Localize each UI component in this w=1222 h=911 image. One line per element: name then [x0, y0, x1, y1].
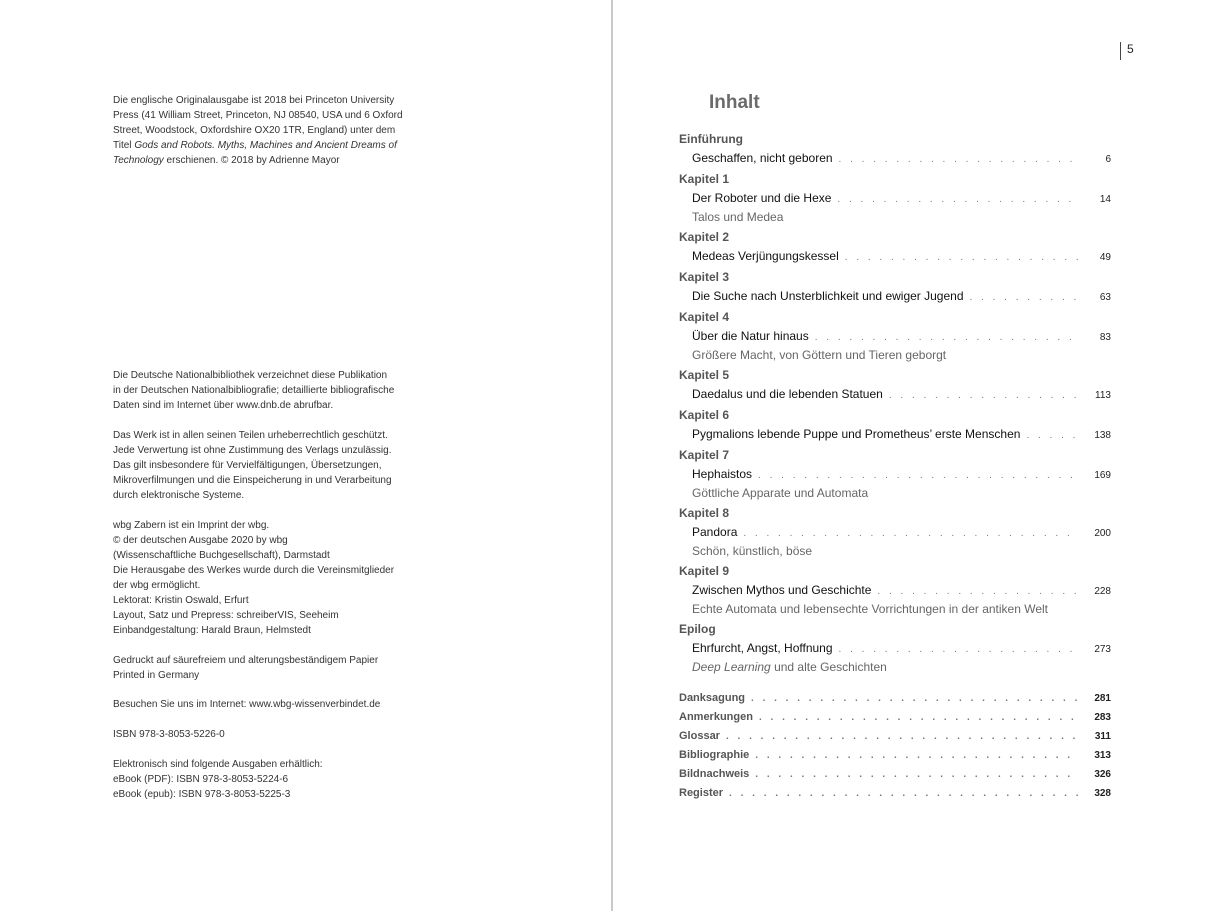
imprint-printing [113, 653, 433, 683]
toc-backmatter-entry[interactable] [679, 708, 1111, 727]
dot-leader [877, 582, 1079, 601]
imprint-line: Die englische Originalausgabe ist 2018 bei Princeton University [113, 95, 395, 106]
toc-section-chapter-2 [679, 228, 1111, 266]
original-title-italic: Gods and Robots. Myths, Machines and Ancient Dreams of [134, 140, 397, 151]
toc-section-label: Kapitel 2 [679, 230, 730, 244]
imprint-text: erschienen. © 2018 by Adrienne Mayor [163, 155, 340, 166]
dot-leader [837, 190, 1079, 209]
toc-section-epilogue [679, 620, 1111, 676]
toc-entry-title: Geschaffen, nicht geboren [692, 151, 833, 165]
toc-section-label: Kapitel 4 [679, 310, 730, 324]
toc-entry-subtitle: Echte Automata und lebensechte Vorrichtungen in der antiken Welt [692, 602, 1049, 616]
original-title-italic: Technology [113, 155, 164, 166]
toc-entry-title: Bildnachweis [679, 768, 750, 780]
imprint-text: Titel [113, 140, 135, 151]
toc-section-label: Kapitel 1 [679, 172, 730, 186]
subtitle-text: und alte Geschichten [770, 660, 887, 674]
toc-section-label: Kapitel 3 [679, 270, 730, 284]
imprint-publisher [113, 518, 433, 638]
toc-section-chapter-6 [679, 406, 1111, 444]
toc-entry[interactable] [679, 581, 1111, 600]
toc-entry-page: 328 [1094, 788, 1111, 799]
toc-backmatter-entry[interactable] [679, 746, 1111, 765]
toc-backmatter-entry[interactable] [679, 784, 1111, 803]
toc-entry-page: 6 [1105, 154, 1111, 165]
toc-entry-page: 83 [1099, 332, 1111, 343]
toc-section-label: Einführung [679, 132, 743, 146]
toc-entry[interactable] [679, 247, 1111, 266]
toc-entry[interactable] [679, 425, 1111, 444]
imprint-line: Gedruckt auf säurefreiem und alterungsbeständigem Papier [113, 655, 379, 666]
toc-entry-title: Medeas Verjüngungskessel [692, 249, 839, 263]
toc-entry-title: Zwischen Mythos und Geschichte [692, 583, 872, 597]
imprint-line: Lektorat: Kristin Oswald, Erfurt [113, 595, 249, 606]
toc-entry-page: 63 [1099, 292, 1111, 303]
dot-leader [755, 746, 1079, 765]
imprint-website [113, 697, 433, 712]
imprint-line: Einbandgestaltung: Harald Braun, Helmstedt [113, 625, 311, 636]
toc-entry-subtitle: Göttliche Apparate und Automata [692, 486, 869, 500]
imprint-line: © der deutschen Ausgabe 2020 by wbg [113, 535, 288, 546]
toc-section-chapter-5 [679, 366, 1111, 404]
toc-entry-title: Register [679, 787, 724, 799]
toc-entry-page: 169 [1094, 470, 1111, 481]
imprint-line: eBook (PDF): ISBN 978-3-8053-5224-6 [113, 774, 289, 785]
toc-entry-title: Glossar [679, 730, 720, 742]
dot-leader [889, 386, 1079, 405]
toc-section-label: Kapitel 6 [679, 408, 730, 422]
imprint-line: durch elektronische Systeme. [113, 490, 245, 501]
imprint-line: Besuchen Sie uns im Internet: www.wbg-wissenverbindet.de [113, 699, 381, 710]
toc-section-chapter-3 [679, 268, 1111, 306]
subtitle-italic: Deep Learning [692, 660, 771, 674]
imprint-line: Printed in Germany [113, 670, 200, 681]
imprint-line: Layout, Satz und Prepress: schreiberVIS, Seeheim [113, 610, 339, 621]
imprint-line: Die Deutsche Nationalbibliothek verzeichnet diese Publikation [113, 370, 388, 381]
book-spine-divider [611, 0, 613, 911]
dot-leader [845, 248, 1079, 267]
imprint-line [113, 138, 433, 153]
dot-leader [839, 640, 1079, 659]
toc-entry-title: Hephaistos [692, 467, 753, 481]
toc-entry[interactable] [679, 465, 1111, 484]
imprint-line: Das Werk ist in allen seinen Teilen urheberrechtlich geschützt. [113, 430, 388, 441]
toc-entry[interactable] [679, 385, 1111, 404]
toc-entry-page: 273 [1094, 644, 1111, 655]
imprint-line: (Wissenschaftliche Buchgesellschaft), Darmstadt [113, 550, 330, 561]
dot-leader [743, 524, 1079, 543]
toc-entry-page: 283 [1094, 712, 1111, 723]
toc-entry-page: 113 [1095, 390, 1111, 401]
page-number: 5 [1127, 42, 1134, 56]
imprint-line: Das gilt insbesondere für Vervielfältigungen, Übersetzungen, [113, 460, 382, 471]
dot-leader [839, 150, 1079, 169]
toc-entry-page: 14 [1099, 194, 1111, 205]
dot-leader [759, 708, 1079, 727]
toc-entry-page: 49 [1099, 252, 1111, 263]
toc-section-chapter-9 [679, 562, 1111, 618]
dot-leader [755, 765, 1079, 784]
toc-entry-title: Daedalus und die lebenden Statuen [692, 387, 883, 401]
toc-backmatter [679, 689, 1111, 803]
toc-entry-subtitle: Schön, künstlich, böse [692, 544, 813, 558]
imprint-ebooks [113, 757, 433, 802]
imprint-line: in der Deutschen Nationalbibliografie; detaillierte bibliografische [113, 385, 395, 396]
dot-leader [726, 727, 1079, 746]
toc-entry-subtitle: Talos und Medea [692, 210, 784, 224]
toc-section-chapter-8 [679, 504, 1111, 560]
toc-entry-page: 311 [1094, 731, 1111, 742]
toc-entry-page: 138 [1094, 430, 1111, 441]
imprint-line: eBook (epub): ISBN 978-3-8053-5225-3 [113, 789, 291, 800]
toc-entry-title: Der Roboter und die Hexe [692, 191, 832, 205]
toc-entry[interactable] [679, 523, 1111, 542]
toc-entry[interactable] [679, 189, 1111, 208]
table-of-contents [679, 130, 1111, 803]
imprint-isbn [113, 727, 433, 742]
toc-entry-title: Bibliographie [679, 749, 750, 761]
toc-entry-page: 326 [1094, 769, 1111, 780]
toc-section-label: Kapitel 8 [679, 506, 730, 520]
toc-backmatter-entry[interactable] [679, 727, 1111, 746]
toc-entry-title: Pygmalions lebende Puppe und Prometheus’ erste Menschen [692, 427, 1021, 441]
toc-section-label: Epilog [679, 622, 716, 636]
imprint-line: Street, Woodstock, Oxfordshire OX20 1TR, England) unter dem [113, 125, 396, 136]
dot-leader [751, 689, 1079, 708]
toc-title: Inhalt [709, 92, 760, 113]
toc-section-chapter-1 [679, 170, 1111, 226]
toc-section-label: Kapitel 5 [679, 368, 730, 382]
toc-entry[interactable] [679, 327, 1111, 346]
toc-entry-title: Ehrfurcht, Angst, Hoffnung [692, 641, 833, 655]
imprint-line: ISBN 978-3-8053-5226-0 [113, 729, 225, 740]
dot-leader [1026, 426, 1079, 445]
imprint-dnb [113, 368, 433, 413]
dot-leader [758, 466, 1079, 485]
toc-entry[interactable] [679, 639, 1111, 658]
imprint-original-edition [113, 93, 433, 168]
imprint-line: Press (41 William Street, Princeton, NJ 08540, USA und 6 Oxford [113, 110, 403, 121]
dot-leader [729, 784, 1079, 803]
imprint-line: Die Herausgabe des Werkes wurde durch die Vereinsmitglieder [113, 565, 395, 576]
toc-entry-subtitle: Größere Macht, von Göttern und Tieren geborgt [692, 348, 947, 362]
imprint-line: der wbg ermöglicht. [113, 580, 201, 591]
imprint-copyright [113, 428, 433, 503]
toc-entry[interactable] [679, 149, 1111, 168]
dot-leader [970, 288, 1080, 307]
toc-entry-title: Danksagung [679, 692, 746, 704]
imprint-line: Mikroverfilmungen und die Einspeicherung in und Verarbeitung [113, 475, 392, 486]
toc-entry-title: Pandora [692, 525, 738, 539]
imprint-line: wbg Zabern ist ein Imprint der wbg. [113, 520, 270, 531]
toc-section-chapter-7 [679, 446, 1111, 502]
toc-entry-page: 313 [1094, 750, 1111, 761]
imprint-line: Daten sind im Internet über www.dnb.de abrufbar. [113, 400, 334, 411]
toc-entry-title: Über die Natur hinaus [692, 329, 809, 343]
toc-backmatter-entry[interactable] [679, 689, 1111, 708]
toc-entry-title: Anmerkungen [679, 711, 753, 723]
toc-entry-page: 200 [1094, 528, 1111, 539]
toc-backmatter-entry[interactable] [679, 765, 1111, 784]
toc-section-label: Kapitel 9 [679, 564, 730, 578]
imprint-line: Elektronisch sind folgende Ausgaben erhältlich: [113, 759, 323, 770]
toc-section-chapter-4 [679, 308, 1111, 364]
toc-entry-title: Die Suche nach Unsterblichkeit und ewiger Jugend [692, 289, 964, 303]
toc-entry[interactable] [679, 287, 1111, 306]
toc-section-introduction [679, 130, 1111, 168]
imprint-line [113, 153, 433, 168]
toc-entry-subtitle [679, 658, 1111, 676]
toc-entry-page: 228 [1094, 586, 1111, 597]
toc-section-label: Kapitel 7 [679, 448, 730, 462]
imprint-line: Jede Verwertung ist ohne Zustimmung des Verlags unzulässig. [113, 445, 392, 456]
page-number-rule [1120, 42, 1121, 60]
dot-leader [815, 328, 1079, 347]
toc-entry-page: 281 [1094, 693, 1111, 704]
